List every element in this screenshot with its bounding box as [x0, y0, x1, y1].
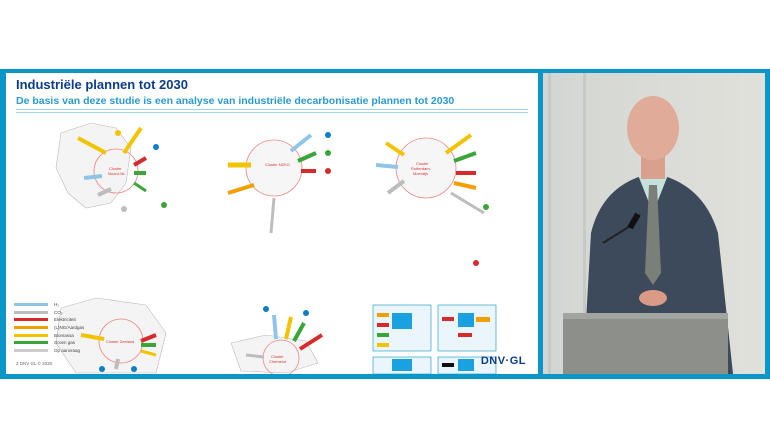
svg-text:Cluster Zeeland: Cluster Zeeland [106, 339, 135, 344]
dnv-gl-logo: DNV·GL [480, 355, 526, 367]
map-chemelot [231, 306, 322, 374]
svg-text:Moerdijk: Moerdijk [413, 171, 429, 176]
speaker-image [543, 73, 765, 374]
speaker-video [543, 73, 765, 374]
svg-text:Cluster NZKG: Cluster NZKG [265, 162, 290, 167]
svg-text:Cluster: Cluster [416, 161, 429, 166]
slide-footer: 2 DNV GL © 2020 [16, 361, 53, 366]
svg-text:Cluster: Cluster [271, 354, 284, 359]
legend-item: H₂ [14, 301, 109, 309]
map-noord-nl [56, 123, 167, 212]
svg-text:Rotterdam-: Rotterdam- [411, 166, 432, 171]
map-nzkg [228, 132, 331, 233]
legend-item: CO₂ [14, 309, 109, 317]
slide-subtitle: De basis van deze studie is een analyse van industriële decarbonisatie plannen tot 2030 [16, 95, 455, 107]
legend-item: Groen gas [14, 339, 109, 347]
legend-item: Biomassa [14, 331, 109, 339]
legend-item: Op aanvraag [14, 347, 109, 355]
legend-item: Elektriciteit [14, 316, 109, 324]
legend-item: (L)NG/Aardgas [14, 324, 109, 332]
map-rotterdam [376, 135, 489, 266]
slide-title: Industriële plannen tot 2030 [16, 77, 188, 92]
svg-text:Noord-NL: Noord-NL [108, 171, 126, 176]
svg-text:Cluster: Cluster [109, 166, 122, 171]
flow-charts [373, 305, 496, 374]
presentation-slide [6, 73, 538, 374]
svg-text:Chemelot: Chemelot [269, 359, 287, 364]
legend [14, 301, 109, 354]
